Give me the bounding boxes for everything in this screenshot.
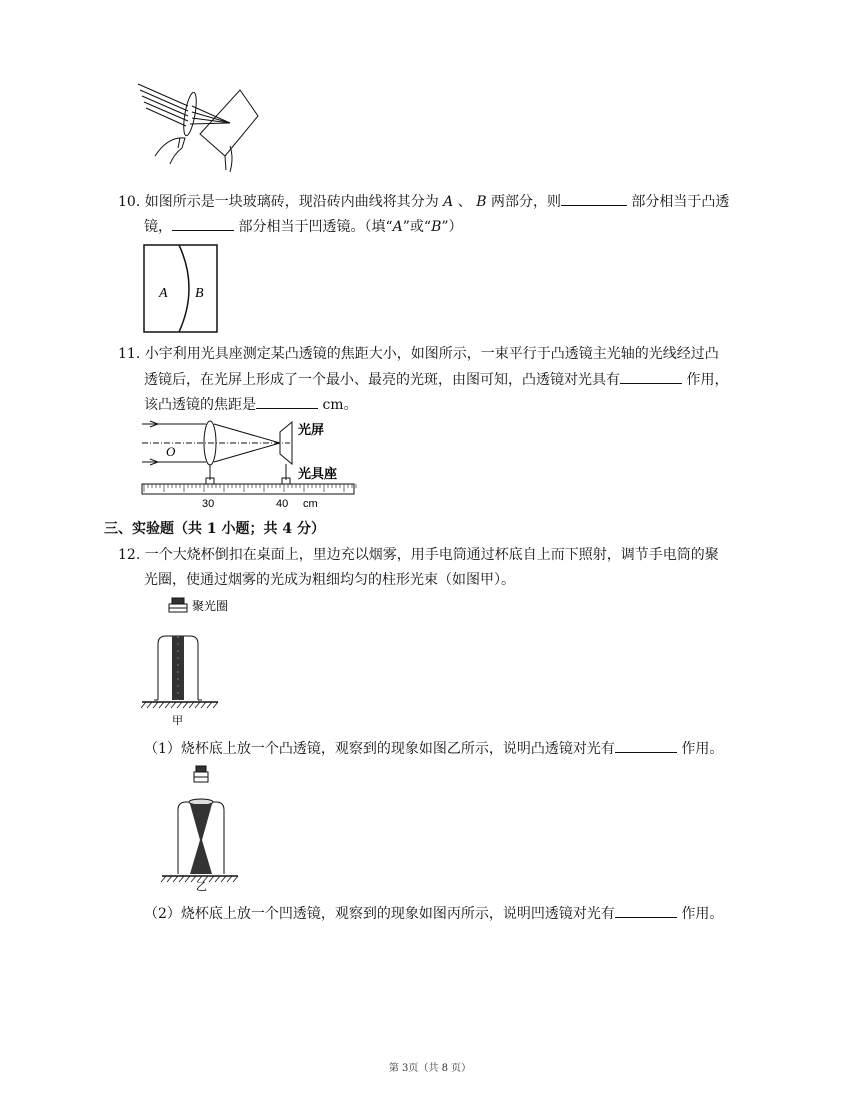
label-o: O bbox=[166, 444, 176, 459]
label-b: B bbox=[195, 286, 204, 301]
question-text: 作用， bbox=[686, 372, 729, 388]
question-text: 小宇利用光具座测定某凸透镜的焦距大小，如图所示，一束平行于凸透镜主光轴的光线经过凸 bbox=[144, 346, 719, 362]
beaker-figure-jia bbox=[140, 596, 260, 730]
answer-blank[interactable] bbox=[561, 191, 627, 206]
answer-blank[interactable] bbox=[620, 369, 682, 384]
variable-a: A bbox=[392, 219, 403, 235]
question-text: 部分相当于凹透镜。（填“ bbox=[238, 219, 393, 235]
question-text: （2）烧杯底上放一个凹透镜，观察到的现象如图丙所示，说明凹透镜对光有 bbox=[144, 906, 615, 922]
label-screen: 光屏 bbox=[298, 423, 325, 438]
question-text: 两部分，则 bbox=[490, 194, 561, 210]
question-11-line2 bbox=[144, 369, 728, 390]
question-text: 镜， bbox=[144, 219, 172, 235]
beaker-figure-yi bbox=[158, 764, 248, 893]
sub-question-1 bbox=[144, 738, 723, 759]
separator: 、 bbox=[457, 194, 472, 210]
tick-label-30: 30 bbox=[202, 498, 215, 510]
label-yi: 乙 bbox=[196, 880, 207, 893]
answer-blank[interactable] bbox=[615, 903, 677, 918]
question-text: 作用。 bbox=[681, 906, 724, 922]
unit-label-cm: cm bbox=[303, 498, 318, 510]
lens-focusing-paper-figure bbox=[130, 76, 270, 176]
question-11-line3 bbox=[144, 394, 358, 415]
tick-label-40: 40 bbox=[276, 498, 289, 510]
question-11 bbox=[118, 344, 719, 364]
section-heading: 三、实验题（共 1 小题；共 4 分） bbox=[104, 521, 325, 537]
question-text: 透镜后，在光屏上形成了一个最小、最亮的光斑，由图可知，凸透镜对光具有 bbox=[144, 372, 620, 388]
variable-b: B bbox=[476, 194, 487, 210]
label-jia: 甲 bbox=[172, 714, 183, 727]
question-text: 该凸透镜的焦距是 bbox=[144, 397, 256, 413]
page-footer: 第 3页（共 8 页） bbox=[388, 1063, 472, 1074]
question-text: 如图所示是一块玻璃砖，现沿砖内曲线将其分为 bbox=[144, 194, 439, 210]
question-10 bbox=[118, 191, 729, 212]
label-a: A bbox=[159, 286, 168, 301]
question-text: 光圈，使通过烟雾的光成为粗细均匀的柱形光束（如图甲）。 bbox=[144, 572, 515, 588]
question-text: ”或“ bbox=[402, 219, 432, 235]
answer-blank[interactable] bbox=[615, 738, 677, 753]
variable-a: A bbox=[443, 194, 454, 210]
question-number: 11. bbox=[118, 346, 141, 362]
variable-b: B bbox=[431, 219, 442, 235]
label-bench: 光具座 bbox=[298, 467, 338, 482]
question-text: 部分相当于凸透 bbox=[631, 194, 730, 210]
question-text: 一个大烧杯倒扣在桌面上，里边充以烟雾，用手电筒通过杯底自上而下照射，调节手电筒的聚 bbox=[144, 547, 719, 563]
glass-brick-figure bbox=[143, 244, 219, 334]
question-12-line2 bbox=[144, 570, 515, 590]
question-number: 10. bbox=[118, 194, 141, 210]
question-number: 12. bbox=[118, 547, 141, 563]
question-text: ”） bbox=[441, 219, 463, 235]
answer-blank[interactable] bbox=[256, 394, 318, 409]
question-10-line2 bbox=[144, 216, 463, 237]
optical-bench-figure bbox=[140, 416, 370, 512]
label-focus-ring: 聚光圈 bbox=[192, 599, 229, 613]
question-12 bbox=[118, 545, 719, 565]
answer-blank[interactable] bbox=[172, 216, 234, 231]
question-text: cm。 bbox=[322, 397, 358, 413]
question-text: 作用。 bbox=[681, 741, 724, 757]
sub-question-2 bbox=[144, 903, 723, 924]
question-text: （1）烧杯底上放一个凸透镜，观察到的现象如图乙所示，说明凸透镜对光有 bbox=[144, 741, 615, 757]
